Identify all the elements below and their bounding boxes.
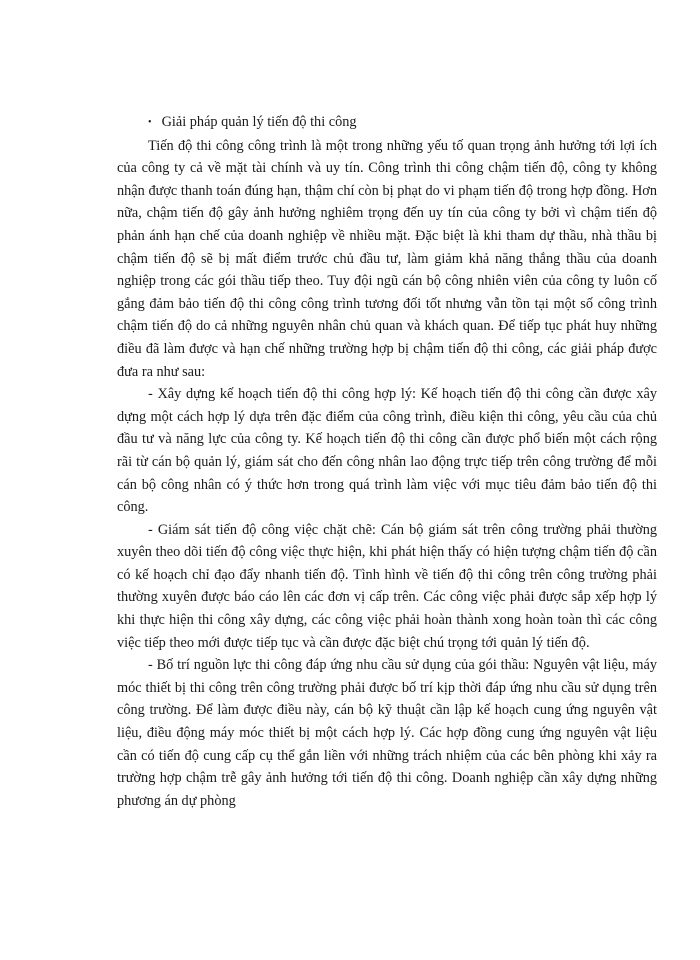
section-heading-text: Giải pháp quản lý tiến độ thi công — [161, 114, 357, 130]
body-text — [117, 111, 657, 812]
paragraph-resource-allocation: - Bố trí nguồn lực thi công đáp ứng nhu cầu sử dụng của gói thầu: Nguyên vật liệu, máy móc thiết bị thi công trên công trường phải được bố trí kịp thời đáp ứng nhu cầu sử dụng trên công trường. Để làm được điều này, cán bộ kỹ thuật cần lập kế hoạch cung ứng nguyên vật liệu, điều động máy móc thiết bị một cách hợp lý. Các hợp đồng cung ứng nguyên vật liệu cần có tiến độ cung cấp cụ thể gắn liền với những trách nhiệm của các bên phòng khi xảy ra trường hợp chậm trễ gây ảnh hưởng tới tiến độ thi công. Doanh nghiệp cần xây dựng những phương án dự phòng — [117, 657, 657, 809]
section-heading — [117, 111, 657, 135]
paragraph-intro: Tiến độ thi công công trình là một trong những yếu tố quan trọng ảnh hưởng tới lợi ích của công ty cả về mặt tài chính và uy tín. Công trình thi công chậm tiến độ, công ty không nhận được thanh toán đúng hạn, thậm chí còn bị phạt do vi phạm tiến độ trong hợp đồng. Hơn nữa, chậm tiến độ gây ảnh hưởng nghiêm trọng đến uy tín của công ty bởi vì chậm tiến độ phản ánh hạn chế của doanh nghiệp về nhiều mặt. Đặc biệt là khi tham dự thầu, nhà thầu bị chậm tiến độ sẽ bị mất điểm trước chủ đầu tư, làm giảm khả năng thắng thầu của doanh nghiệp trong các gói thầu tiếp theo. Tuy đội ngũ cán bộ công nhiên viên của công ty luôn cố gắng đảm bảo tiến độ thi công công trình tương đối tốt nhưng vẫn tồn tại một số công trình chậm tiến độ do cả những nguyên nhân chủ quan và khách quan. Để tiếp tục phát huy những điều đã làm được và hạn chế những trường hợp bị chậm tiến độ thi công, các giải pháp được đưa ra như sau: — [117, 137, 657, 380]
bullet-icon: • — [148, 117, 152, 128]
paragraph-progress-monitoring: - Giám sát tiến độ công việc chặt chẽ: Cán bộ giám sát trên công trường phải thường xuyên theo dõi tiến độ công việc thực hiện, khi phát hiện thấy có hiện tượng chậm tiến độ cần có kế hoạch chỉ đạo đẩy nhanh tiến độ. Tình hình về tiến độ thi công trên công trường phải thường xuyên được báo cáo lên các đơn vị cấp trên. Các công việc phải được sắp xếp hợp lý khi thực hiện thi công xây dựng, các công việc phải hoàn thành xong hoàn toàn thì các công việc tiếp theo mới được tiếp tục và cần được đặc biệt chú trọng tới quản lý tiến độ. — [117, 521, 657, 651]
paragraph-schedule-planning: - Xây dựng kế hoạch tiến độ thi công hợp lý: Kế hoạch tiến độ thi công cần được xây dựng một cách hợp lý dựa trên đặc điểm của công trình, điều kiện thi công, yêu cầu của chủ đầu tư và năng lực của công ty. Kế hoạch tiến độ thi công cần được phổ biến một cách rộng rãi từ cán bộ quản lý, giám sát cho đến công nhân lao động trực tiếp trên công trường để mỗi cán bộ công nhân có ý thức hơn trong quá trình làm việc với mục tiêu đảm bảo tiến độ thi công. — [117, 386, 657, 516]
